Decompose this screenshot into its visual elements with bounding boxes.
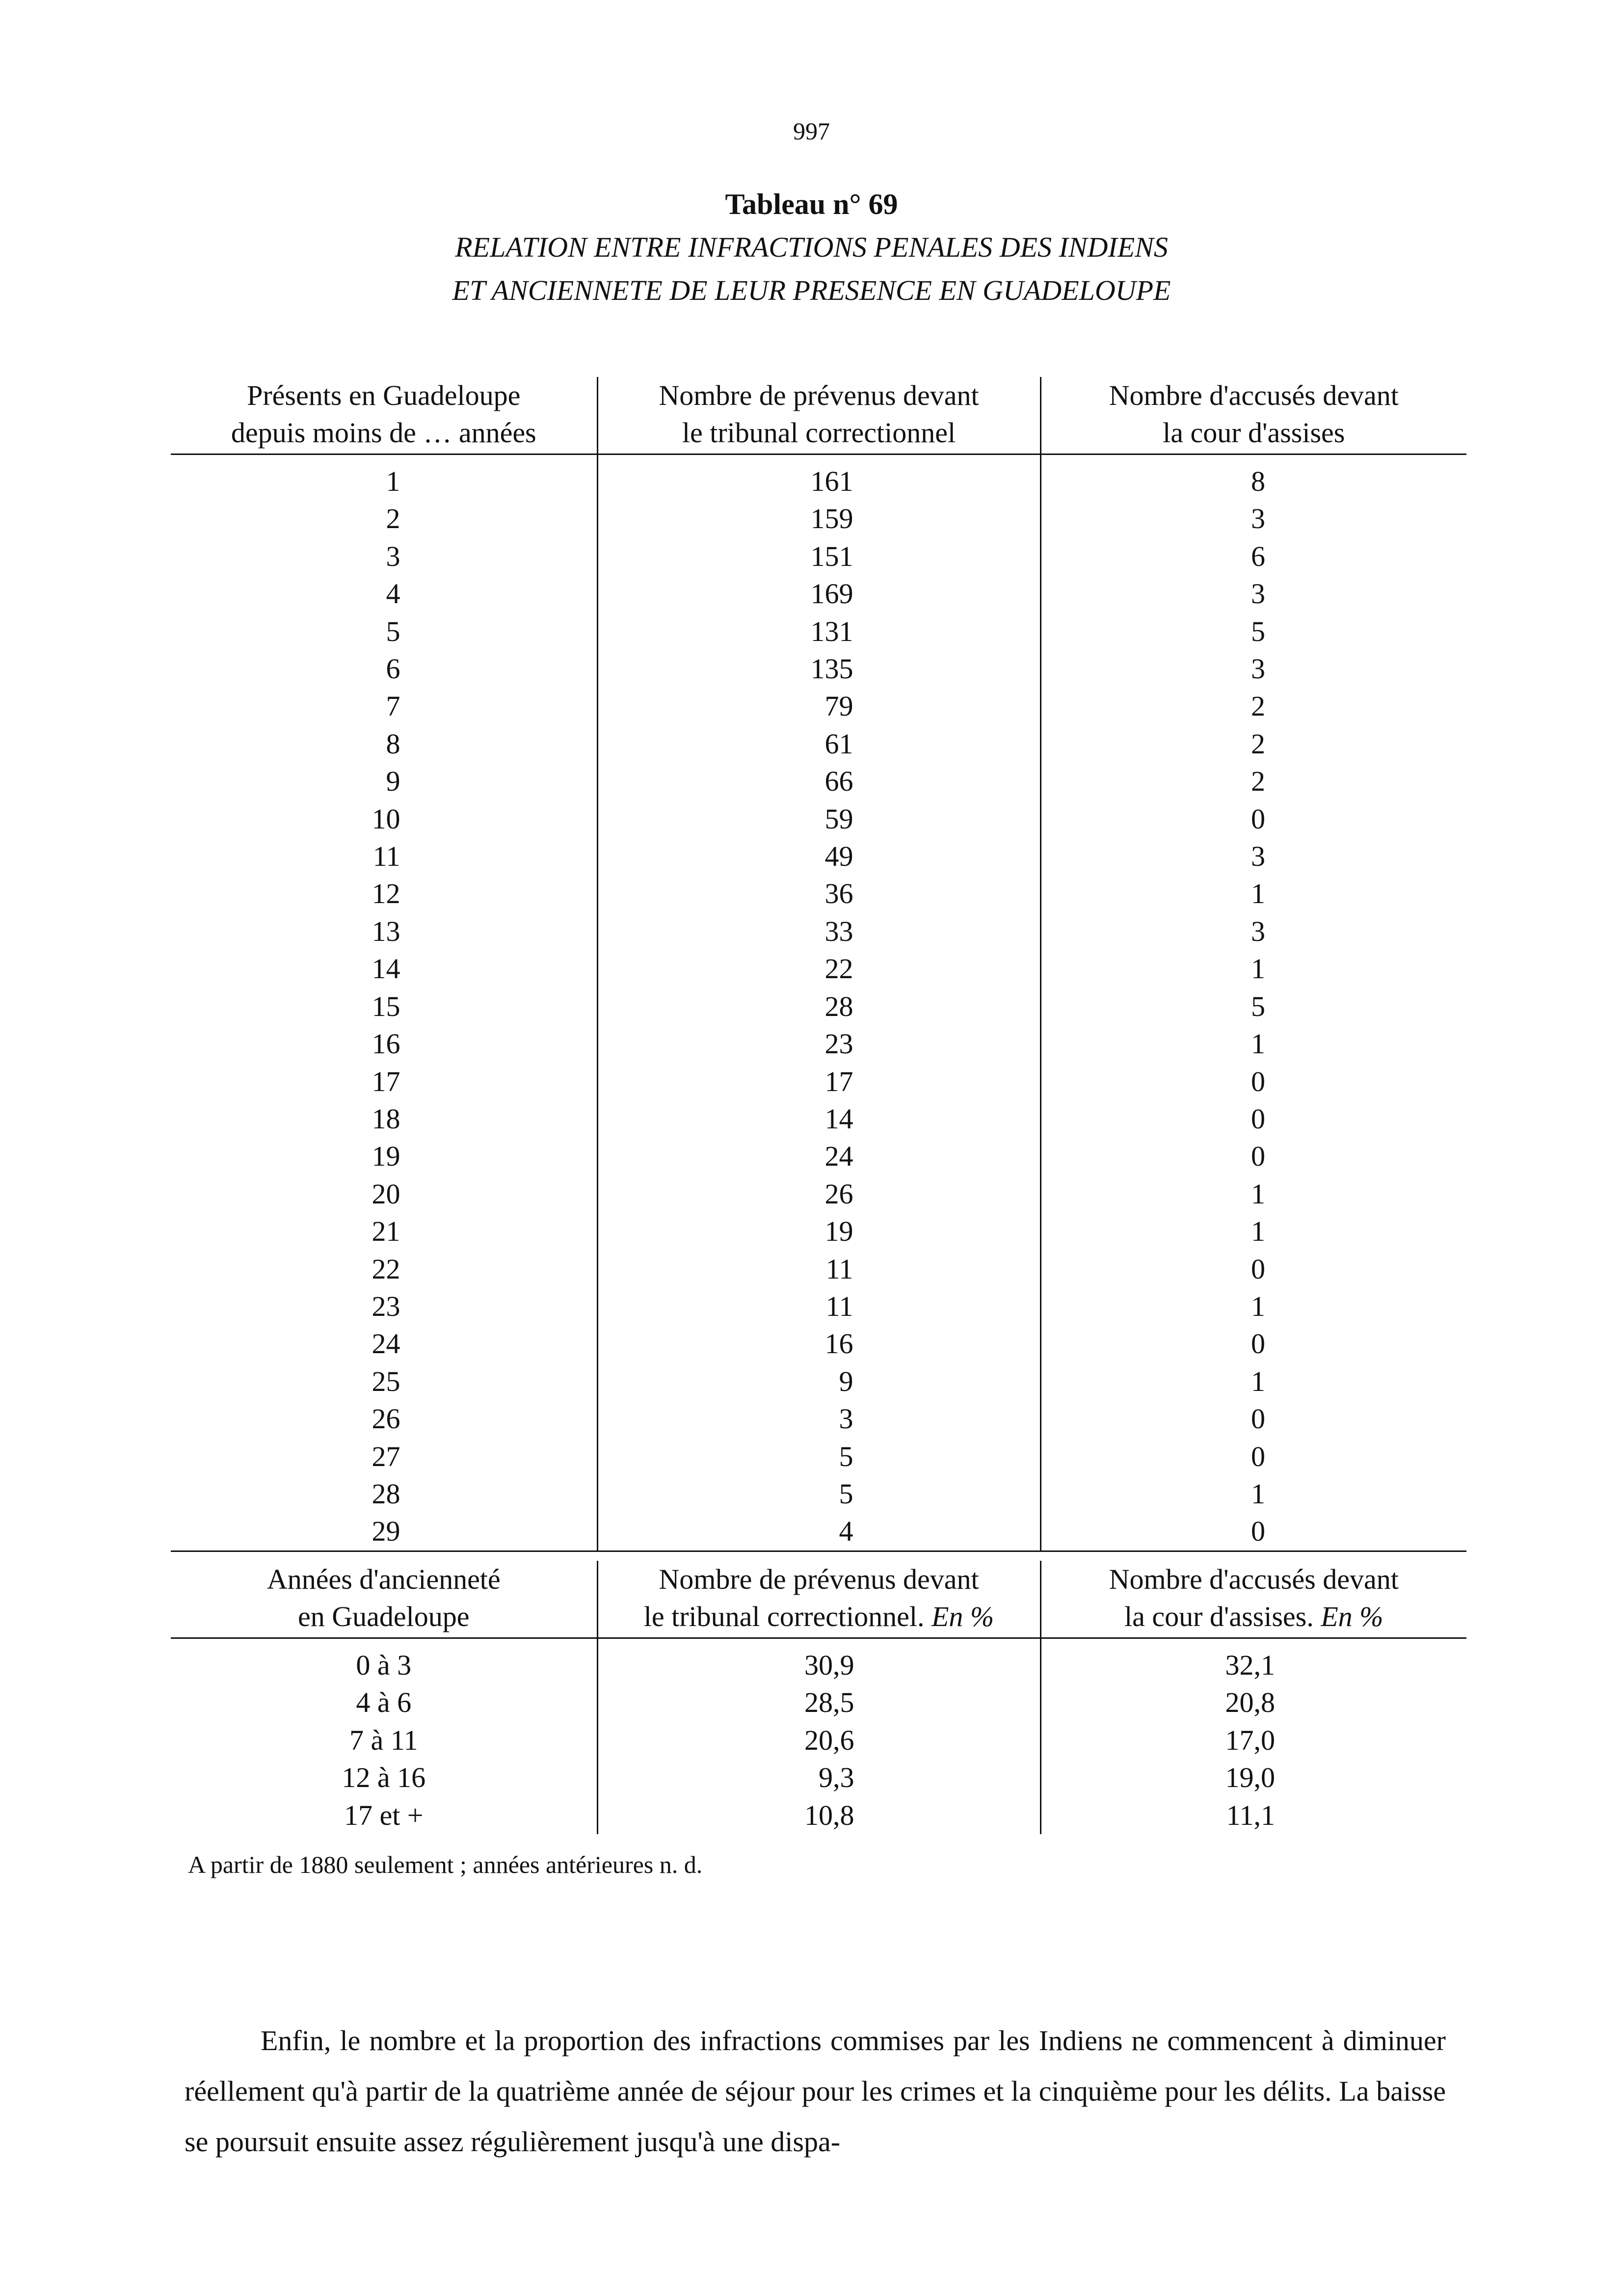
table-row	[171, 650, 1466, 688]
page-number: 997	[793, 117, 830, 145]
table-cell: 9	[597, 1363, 1040, 1400]
table-header-row	[171, 1561, 1466, 1638]
table-row	[171, 1213, 1466, 1250]
table-row	[171, 1325, 1466, 1362]
table-row	[171, 1438, 1466, 1475]
header-line: Nombre d'accusés devant	[1109, 1563, 1399, 1595]
table-row	[171, 1475, 1466, 1513]
table-row	[171, 988, 1466, 1025]
table-row	[171, 1759, 1466, 1796]
table-row	[171, 1100, 1466, 1138]
header-text: le tribunal correctionnel.	[643, 1601, 925, 1632]
table-cell: 1	[1251, 1365, 1265, 1397]
table-cell: 1	[1251, 1290, 1265, 1322]
spacer-row	[171, 1638, 1466, 1647]
table-cell: 3	[597, 1400, 1040, 1438]
table-cell: 49	[597, 838, 1040, 875]
header-years-present	[171, 377, 597, 454]
table-cell: 6	[1251, 540, 1265, 572]
table-cell: 25	[372, 1365, 400, 1397]
table-cell: 0	[1251, 802, 1265, 835]
table-row	[171, 688, 1466, 725]
header-line	[1041, 1598, 1467, 1635]
header-line	[598, 1598, 1040, 1635]
table-row	[171, 1684, 1466, 1721]
table-cell: 18	[372, 1102, 400, 1135]
table-cell: 30,9	[597, 1647, 1040, 1684]
header-line: depuis moins de … années	[231, 417, 536, 449]
table-cell: 1	[1251, 878, 1265, 910]
header-accused-assizes-percent	[1040, 1561, 1466, 1638]
table-cell: 5	[1251, 615, 1265, 647]
table-cell: 36	[597, 875, 1040, 912]
table-row	[171, 575, 1466, 613]
table-note: A partir de 1880 seulement ; années antérieures n. d.	[188, 1851, 703, 1878]
table-cell: 5	[597, 1475, 1040, 1513]
header-defendants-tribunal	[597, 377, 1040, 454]
table-cell: 19,0	[1225, 1762, 1275, 1794]
table-cell: 0	[1251, 1515, 1265, 1548]
spacer-cell	[1040, 1638, 1466, 1647]
table-subtitle-line-1: RELATION ENTRE INFRACTIONS PENALES DES INDIENS	[455, 231, 1168, 263]
table-cell: 11	[597, 1288, 1040, 1325]
spacer-cell	[1040, 454, 1466, 463]
table-cell: 1	[1251, 1215, 1265, 1248]
table-cell: 8	[386, 727, 400, 760]
table-row	[171, 1063, 1466, 1100]
table-cell: 14	[597, 1100, 1040, 1138]
table-cell: 17,0	[1225, 1724, 1275, 1756]
table-cell: 1	[1251, 1477, 1265, 1510]
header-line: Nombre d'accusés devant	[1109, 379, 1399, 411]
header-line: Présents en Guadeloupe	[247, 379, 521, 411]
header-line: en Guadeloupe	[298, 1601, 470, 1632]
table-row	[171, 1025, 1466, 1063]
table-title-block	[0, 183, 1623, 312]
table-cell: 79	[597, 688, 1040, 725]
table-cell: 135	[597, 650, 1040, 688]
table-cell: 5	[1251, 990, 1265, 1022]
table-cell: 16	[372, 1028, 400, 1060]
table-cell: 11	[597, 1251, 1040, 1288]
table-row	[171, 1647, 1466, 1684]
table-cell: 22	[372, 1253, 400, 1285]
table-row	[171, 913, 1466, 950]
table-cell: 59	[597, 801, 1040, 838]
table-cell: 9,3	[597, 1759, 1040, 1796]
table-cell: 3	[386, 540, 400, 572]
table-cell: 3	[1251, 503, 1265, 535]
table-cell: 24	[597, 1138, 1040, 1175]
table-cell: 7 à 11	[349, 1724, 418, 1756]
table-row	[171, 1363, 1466, 1400]
header-line: le tribunal correctionnel	[682, 417, 956, 449]
table-cell: 66	[597, 763, 1040, 800]
table-cell: 11,1	[1226, 1799, 1275, 1831]
table-cell: 33	[597, 913, 1040, 950]
table-row	[171, 500, 1466, 537]
table-cell: 161	[597, 463, 1040, 500]
table-row	[171, 838, 1466, 875]
table-cell: 3	[1251, 653, 1265, 685]
table-row	[171, 613, 1466, 650]
table-row	[171, 1175, 1466, 1213]
yearly-offenses-table	[171, 377, 1466, 1552]
table-cell: 21	[372, 1215, 400, 1248]
table-cell: 6	[386, 653, 400, 685]
header-text: la cour d'assises.	[1124, 1601, 1314, 1632]
header-line: Nombre de prévenus devant	[659, 379, 979, 411]
header-line: Années d'ancienneté	[266, 1563, 501, 1595]
table-row	[171, 1288, 1466, 1325]
table-cell: 1	[1251, 1028, 1265, 1060]
spacer-cell	[171, 1638, 597, 1647]
table-cell: 4	[597, 1513, 1040, 1551]
table-row	[171, 950, 1466, 988]
table-cell: 20	[372, 1177, 400, 1210]
table-cell: 4 à 6	[356, 1686, 412, 1719]
table-cell: 17	[597, 1063, 1040, 1100]
table-cell: 26	[597, 1175, 1040, 1213]
table-row	[171, 763, 1466, 800]
table-cell: 19	[372, 1140, 400, 1173]
table-cell: 1	[1251, 1177, 1265, 1210]
table-cell: 27	[372, 1440, 400, 1472]
table-cell: 16	[597, 1325, 1040, 1362]
table-cell: 2	[1251, 727, 1265, 760]
header-defendants-tribunal-percent	[597, 1561, 1040, 1638]
table-cell: 4	[386, 578, 400, 610]
table-row	[171, 463, 1466, 500]
table-subtitle-line-2: ET ANCIENNETE DE LEUR PRESENCE EN GUADELOUPE	[452, 274, 1171, 306]
table-cell: 24	[372, 1328, 400, 1360]
percent-label: En %	[1321, 1601, 1384, 1632]
table-cell: 8	[1251, 465, 1265, 497]
table-cell: 61	[597, 725, 1040, 763]
percent-label: En %	[931, 1601, 994, 1632]
table-cell: 17	[372, 1065, 400, 1097]
body-paragraph: Enfin, le nombre et la proportion des infractions commises par les Indiens ne commencent à diminuer réellement qu'à partir de la quatrième année de séjour pour les crimes et la cinquième pour les délits. La baisse se poursuit ensuite assez régulièrement jusqu'à une dispa-	[185, 2025, 1446, 2158]
table-cell: 0 à 3	[356, 1649, 412, 1681]
table-cell: 29	[372, 1515, 400, 1548]
table-cell: 11	[372, 840, 400, 873]
table-cell: 159	[597, 500, 1040, 537]
table-cell: 22	[597, 950, 1040, 988]
table-cell: 14	[372, 953, 400, 985]
table-cell: 28,5	[597, 1684, 1040, 1721]
table-cell: 0	[1251, 1140, 1265, 1173]
table-cell: 13	[372, 915, 400, 947]
spacer-row	[171, 454, 1466, 463]
table-cell: 19	[597, 1213, 1040, 1250]
spacer-cell	[597, 454, 1040, 463]
table-cell: 5	[386, 615, 400, 647]
table-cell: 2	[386, 503, 400, 535]
table-cell: 23	[372, 1290, 400, 1322]
table-row	[171, 875, 1466, 912]
table-cell: 10	[372, 802, 400, 835]
table-cell: 0	[1251, 1403, 1265, 1435]
table-cell: 12	[372, 878, 400, 910]
seniority-percent-table	[171, 1561, 1466, 1834]
table-cell: 28	[372, 1477, 400, 1510]
table-cell: 10,8	[597, 1797, 1040, 1834]
table-cell: 3	[1251, 840, 1265, 873]
table-title: Tableau n° 69	[725, 188, 898, 220]
table-cell: 2	[1251, 765, 1265, 798]
table-cell: 151	[597, 538, 1040, 575]
table-cell: 0	[1251, 1065, 1265, 1097]
table-cell: 3	[1251, 915, 1265, 947]
table-row	[171, 1251, 1466, 1288]
table-row	[171, 1797, 1466, 1834]
table-cell: 20,8	[1225, 1686, 1275, 1719]
table-cell: 32,1	[1225, 1649, 1275, 1681]
table-cell: 0	[1251, 1328, 1265, 1360]
table-cell: 23	[597, 1025, 1040, 1063]
spacer-cell	[171, 454, 597, 463]
table-cell: 5	[597, 1438, 1040, 1475]
table-row	[171, 1513, 1466, 1551]
table-cell: 7	[386, 690, 400, 722]
table-cell: 3	[1251, 578, 1265, 610]
table-row	[171, 538, 1466, 575]
table-cell: 1	[1251, 953, 1265, 985]
table-cell: 1	[386, 465, 400, 497]
table-row	[171, 1722, 1466, 1759]
table-row	[171, 801, 1466, 838]
table-header-row	[171, 377, 1466, 454]
table-cell: 20,6	[597, 1722, 1040, 1759]
header-line: la cour d'assises	[1163, 417, 1345, 449]
table-cell: 131	[597, 613, 1040, 650]
table-row	[171, 1400, 1466, 1438]
table-cell: 9	[386, 765, 400, 798]
table-cell: 169	[597, 575, 1040, 613]
table-row	[171, 725, 1466, 763]
table-cell: 28	[597, 988, 1040, 1025]
header-line: Nombre de prévenus devant	[659, 1563, 979, 1595]
table-cell: 12 à 16	[342, 1762, 426, 1794]
table-cell: 0	[1251, 1253, 1265, 1285]
table-row	[171, 1138, 1466, 1175]
table-cell: 17 et +	[344, 1799, 424, 1831]
table-cell: 2	[1251, 690, 1265, 722]
table-cell: 26	[372, 1403, 400, 1435]
spacer-cell	[597, 1638, 1040, 1647]
table-cell: 0	[1251, 1102, 1265, 1135]
header-seniority-years	[171, 1561, 597, 1638]
table-cell: 0	[1251, 1440, 1265, 1472]
table-cell: 15	[372, 990, 400, 1022]
header-accused-assizes	[1040, 377, 1466, 454]
